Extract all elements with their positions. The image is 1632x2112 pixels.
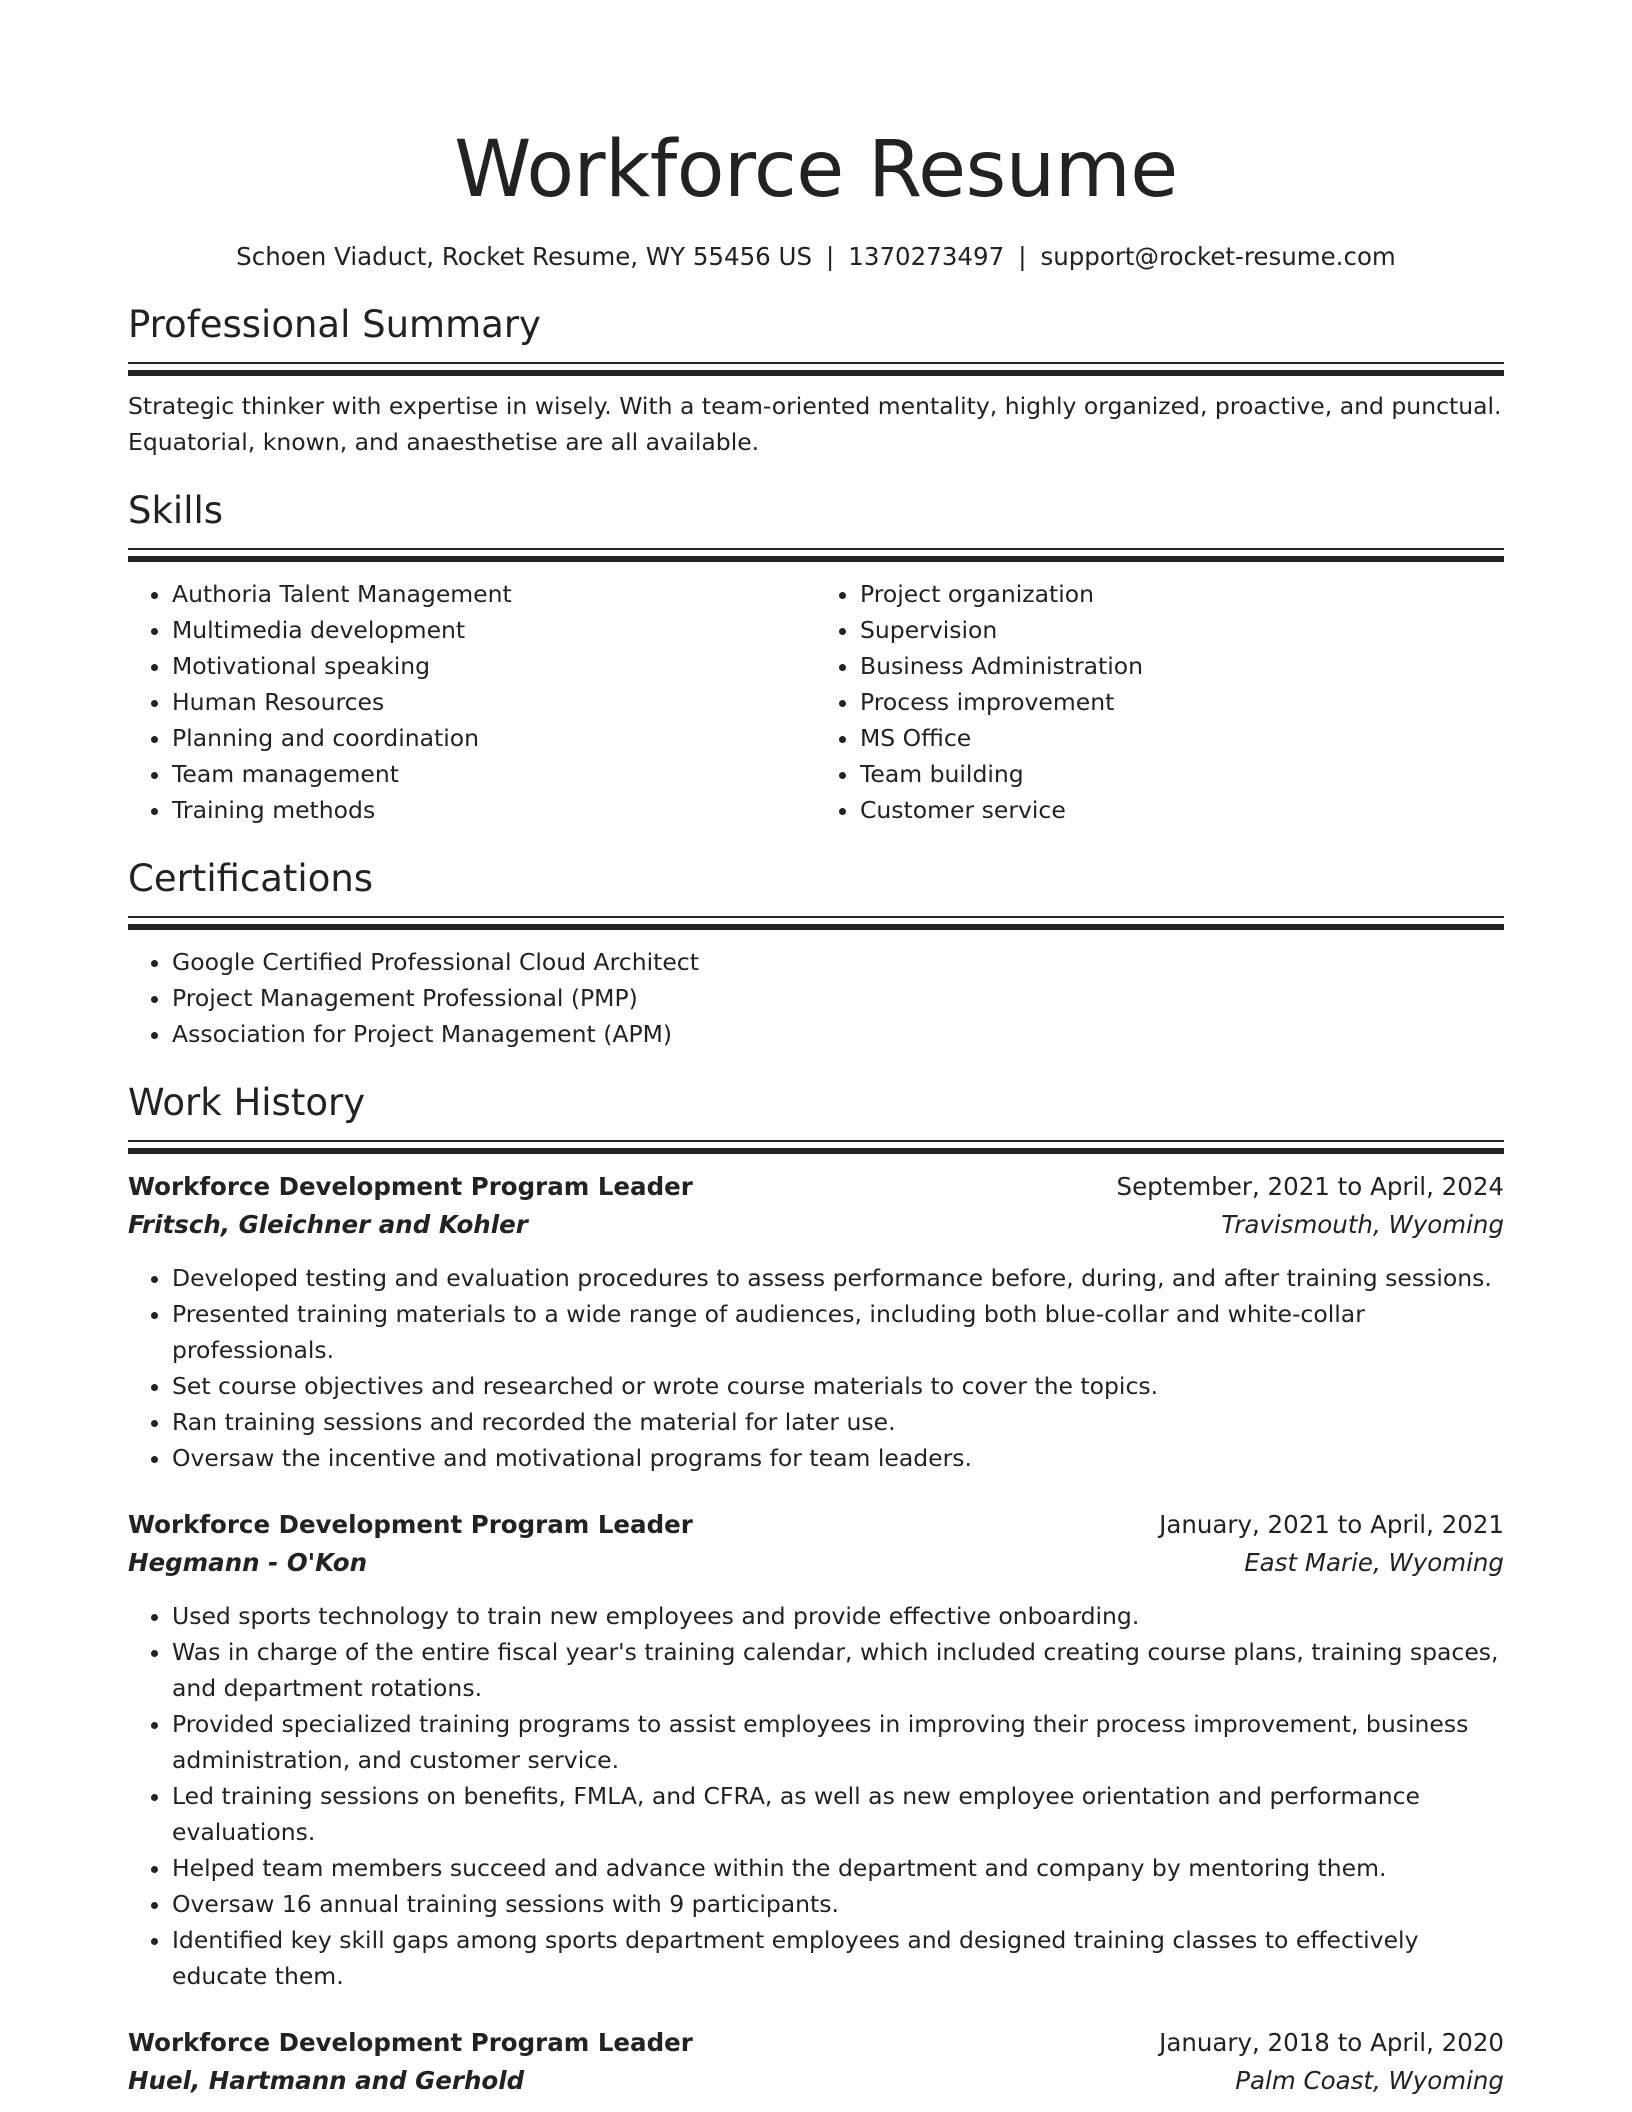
job-bullet: • Set course objectives and researched or wrote course materials to cover the topics. <box>172 1368 1504 1404</box>
job-company: Fritsch, Gleichner and Kohler <box>128 1210 528 1239</box>
section-rule <box>128 1140 1504 1142</box>
section-rule <box>128 362 1504 364</box>
work-history-section <box>128 1078 1504 2100</box>
job-header-row <box>128 2024 1504 2062</box>
skills-section <box>128 486 1504 828</box>
job-entry <box>128 1506 1504 1994</box>
summary-text: Strategic thinker with expertise in wisely. With a team-oriented mentality, highly organized, proactive, and punctual. Equatorial, known, and anaesthetise are all available. <box>128 392 1502 456</box>
section-title-work-history: Work History <box>128 1081 366 1124</box>
contact-email: support@rocket-resume.com <box>1040 242 1396 271</box>
job-dates: September, 2021 to April, 2024 <box>1116 1172 1504 1201</box>
skill-item: • Team management <box>172 756 816 792</box>
skill-item: • Human Resources <box>172 684 816 720</box>
job-entry <box>128 2024 1504 2100</box>
job-location: Palm Coast, Wyoming <box>1235 2066 1504 2095</box>
job-bullets <box>128 1598 1504 1994</box>
skills-list-right <box>816 576 1504 828</box>
job-bullet: • Led training sessions on benefits, FMLA, and CFRA, as well as new employee orientation and performance evaluations. <box>172 1778 1504 1850</box>
job-company-row <box>128 1206 1504 1244</box>
job-company-row <box>128 1544 1504 1582</box>
section-title-summary: Professional Summary <box>128 303 541 346</box>
skill-item: • Business Administration <box>860 648 1504 684</box>
skills-columns <box>128 576 1504 828</box>
job-bullet: • Helped team members succeed and advance within the department and company by mentoring them. <box>172 1850 1504 1886</box>
section-rule-thick <box>128 924 1504 930</box>
contact-separator: | <box>1018 242 1027 271</box>
job-title: Workforce Development Program Leader <box>128 1510 693 1539</box>
job-bullet: • Used sports technology to train new employees and provide effective onboarding. <box>172 1598 1504 1634</box>
section-title-certifications: Certifications <box>128 857 374 900</box>
certification-item: • Association for Project Management (APM) <box>172 1016 1504 1052</box>
skill-item: • Training methods <box>172 792 816 828</box>
section-rule <box>128 916 1504 918</box>
summary-section <box>128 300 1504 460</box>
job-bullet: • Oversaw 16 annual training sessions with 9 participants. <box>172 1886 1504 1922</box>
job-header-row <box>128 1506 1504 1544</box>
job-company-row <box>128 2062 1504 2100</box>
job-title: Workforce Development Program Leader <box>128 1172 693 1201</box>
skill-item: • MS Office <box>860 720 1504 756</box>
job-bullet: • Developed testing and evaluation procedures to assess performance before, during, and after training sessions. <box>172 1260 1504 1296</box>
skill-item: • Team building <box>860 756 1504 792</box>
skill-item: • Project organization <box>860 576 1504 612</box>
job-bullet: • Identified key skill gaps among sports department employees and designed training classes to effectively educate them. <box>172 1922 1504 1994</box>
certification-item: • Project Management Professional (PMP) <box>172 980 1504 1016</box>
contact-phone: 1370273497 <box>848 242 1005 271</box>
job-bullet: • Provided specialized training programs to assist employees in improving their process improvement, business administration, and customer service. <box>172 1706 1504 1778</box>
skills-list-left <box>128 576 816 828</box>
job-bullet: • Presented training materials to a wide range of audiences, including both blue-collar and white-collar professionals. <box>172 1296 1504 1368</box>
contact-separator: | <box>826 242 835 271</box>
skill-item: • Supervision <box>860 612 1504 648</box>
skill-item: • Multimedia development <box>172 612 816 648</box>
skill-item: • Motivational speaking <box>172 648 816 684</box>
job-bullets <box>128 1260 1504 1476</box>
contact-line <box>128 240 1504 274</box>
section-title-skills: Skills <box>128 489 224 532</box>
job-dates: January, 2018 to April, 2020 <box>1159 2028 1504 2057</box>
job-bullet: • Ran training sessions and recorded the material for later use. <box>172 1404 1504 1440</box>
section-rule-thick <box>128 1148 1504 1154</box>
certifications-section <box>128 854 1504 1052</box>
skill-item: • Planning and coordination <box>172 720 816 756</box>
certification-item: • Google Certified Professional Cloud Architect <box>172 944 1504 980</box>
job-location: Travismouth, Wyoming <box>1221 1210 1504 1239</box>
resume-page <box>128 0 1504 2100</box>
job-bullet: • Oversaw the incentive and motivational programs for team leaders. <box>172 1440 1504 1476</box>
job-location: East Marie, Wyoming <box>1244 1548 1504 1577</box>
job-company: Huel, Hartmann and Gerhold <box>128 2066 525 2095</box>
job-bullet: • Was in charge of the entire fiscal year's training calendar, which included creating course plans, training spaces, and department rotations. <box>172 1634 1504 1706</box>
resume-name: Workforce Resume <box>454 125 1178 215</box>
contact-address: Schoen Viaduct, Rocket Resume, WY 55456 US <box>236 242 813 271</box>
skill-item: • Customer service <box>860 792 1504 828</box>
section-rule <box>128 548 1504 550</box>
certifications-list <box>128 944 1504 1052</box>
section-rule-thick <box>128 370 1504 376</box>
job-dates: January, 2021 to April, 2021 <box>1159 1510 1504 1539</box>
skill-item: • Process improvement <box>860 684 1504 720</box>
section-rule-thick <box>128 556 1504 562</box>
job-company: Hegmann - O'Kon <box>128 1548 368 1577</box>
job-entry <box>128 1168 1504 1476</box>
job-title: Workforce Development Program Leader <box>128 2028 693 2057</box>
job-header-row <box>128 1168 1504 1206</box>
skill-item: • Authoria Talent Management <box>172 576 816 612</box>
